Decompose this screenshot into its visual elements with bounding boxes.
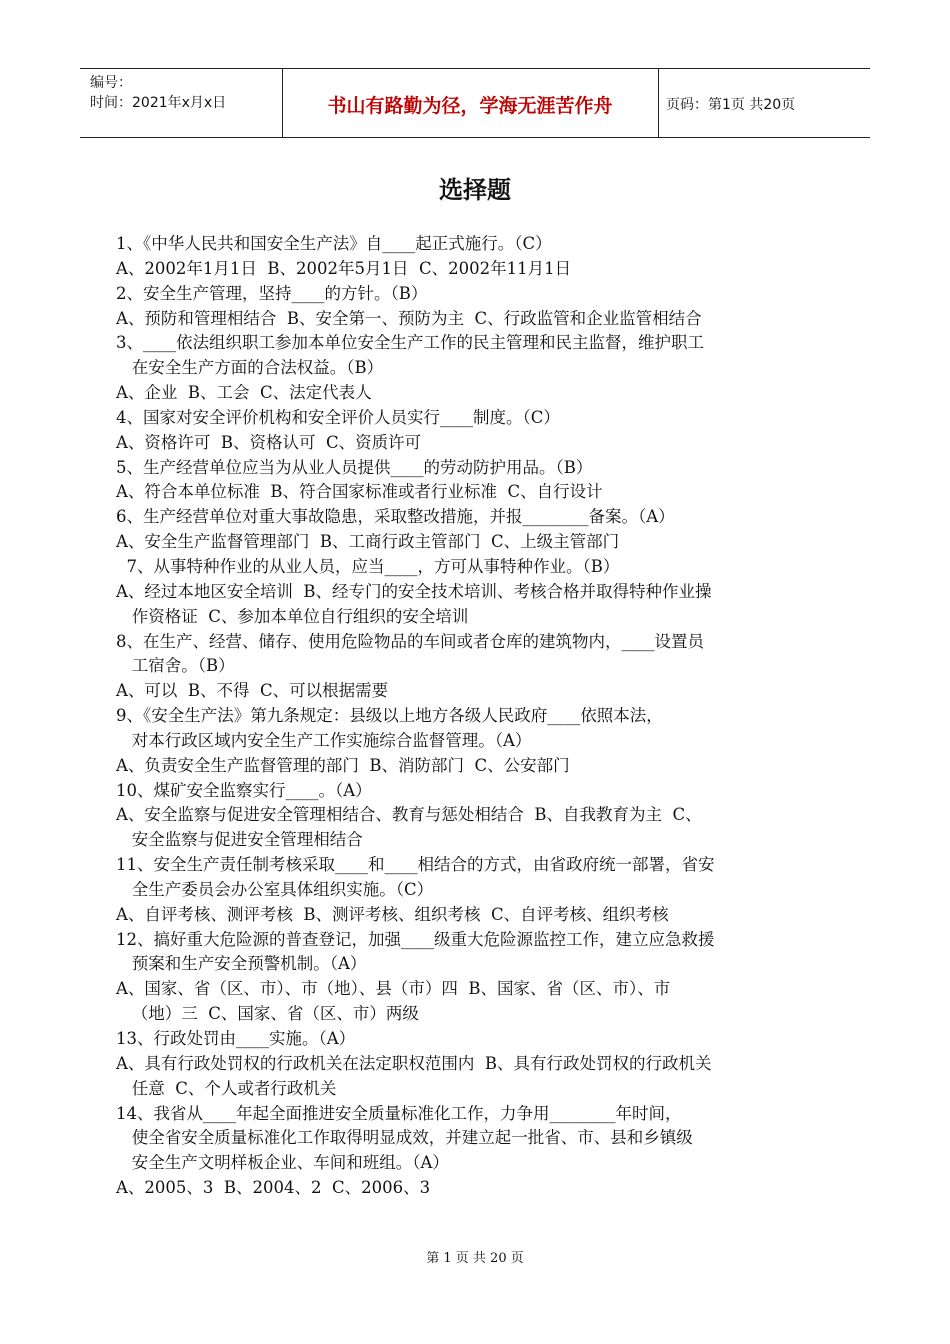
question-list xyxy=(116,232,816,1201)
text-line: 使全省安全质量标准化工作取得明显成效，并建立起一批省、市、县和乡镇级 xyxy=(116,1128,693,1148)
text-line: A、预防和管理相结合 B、安全第一、预防为主 C、行政监管和企业监管相结合 xyxy=(116,308,702,328)
text-line: 7、从事特种作业的从业人员，应当____，方可从事特种作业。（B） xyxy=(116,556,620,576)
text-line: A、符合本单位标准 B、符合国家标准或者行业标准 C、自行设计 xyxy=(116,482,603,502)
text-line: 9、《安全生产法》第九条规定：县级以上地方各级人民政府____依照本法， xyxy=(116,706,663,726)
text-line: 安全生产文明样板企业、车间和班组。（A） xyxy=(116,1153,449,1173)
text-line: 对本行政区域内安全生产工作实施综合监督管理。（A） xyxy=(116,730,532,750)
text-line: 12、搞好重大危险源的普查登记，加强____级重大危险源监控工作，建立应急救援 xyxy=(116,929,715,949)
document-code-label: 编号： xyxy=(90,75,132,91)
page-title: 选择题 xyxy=(439,176,511,204)
document-date: 时间：2021年x月x日 xyxy=(90,95,227,111)
text-line: A、国家、省（区、市）、市（地）、县（市）四 B、国家、省（区、市）、市 xyxy=(116,979,671,999)
text-line: 在安全生产方面的合法权益。（B） xyxy=(116,358,384,378)
page-header xyxy=(80,68,870,138)
text-line: A、2002年1月1日 B、2002年5月1日 C、2002年11月1日 xyxy=(116,258,572,278)
text-line: A、企业 B、工会 C、法定代表人 xyxy=(116,383,372,403)
page-footer: 第 1 页 共 20 页 xyxy=(426,1251,524,1266)
text-line: 5、生产经营单位应当为从业人员提供____的劳动防护用品。（B） xyxy=(116,457,593,477)
text-line: 8、在生产、经营、储存、使用危险物品的车间或者仓库的建筑物内，____设置员 xyxy=(116,631,704,651)
header-right-cell xyxy=(658,69,870,137)
text-line: 全生产委员会办公室具体组织实施。（C） xyxy=(116,879,434,899)
text-line: A、自评考核、测评考核 B、测评考核、组织考核 C、自评考核、组织考核 xyxy=(116,904,669,924)
text-line: 3、____依法组织职工参加本单位安全生产工作的民主管理和民主监督，维护职工 xyxy=(116,333,704,353)
text-line: 13、行政处罚由____实施。（A） xyxy=(116,1029,356,1048)
text-line: 1、《中华人民共和国安全生产法》自____起正式施行。（C） xyxy=(116,234,552,253)
text-line: 11、安全生产责任制考核采取____和____相结合的方式，由省政府统一部署，省安 xyxy=(116,855,715,875)
text-line: A、2005、3 B、2004、2 C、2006、3 xyxy=(116,1178,431,1198)
text-line: 10、煤矿安全监察实行____。（A） xyxy=(116,780,372,800)
text-line: A、资格许可 B、资格认可 C、资质许可 xyxy=(116,432,422,452)
text-line: A、可以 B、不得 C、可以根据需要 xyxy=(116,681,389,701)
text-line: 作资格证 C、参加本单位自行组织的安全培训 xyxy=(116,606,469,626)
text-line: 预案和生产安全预警机制。（A） xyxy=(116,954,367,974)
text-line: 安全监察与促进安全管理相结合 xyxy=(116,830,363,850)
text-line: A、安全生产监督管理部门 B、工商行政主管部门 C、上级主管部门 xyxy=(116,532,620,552)
text-line: 4、国家对安全评价机构和安全评价人员实行____制度。（C） xyxy=(116,407,560,427)
text-line: A、具有行政处罚权的行政机关在法定职权范围内 B、具有行政处罚权的行政机关 xyxy=(116,1053,712,1073)
text-line: 任意 C、个人或者行政机关 xyxy=(116,1078,337,1098)
text-line: （地）三 C、国家、省（区、市）两级 xyxy=(116,1004,419,1024)
text-line: A、安全监察与促进安全管理相结合、教育与惩处相结合 B、自我教育为主 C、 xyxy=(116,805,702,825)
header-center-cell xyxy=(282,69,659,137)
text-line: 2、安全生产管理，坚持____的方针。（B） xyxy=(116,283,428,303)
text-line: A、经过本地区安全培训 B、经专门的安全技术培训、考核合格并取得特种作业操 xyxy=(116,581,712,601)
header-page-info: 页码：第1页 共20页 xyxy=(666,97,796,113)
text-line: 6、生产经营单位对重大事故隐患，采取整改措施，并报________备案。（A） xyxy=(116,507,675,527)
header-motto: 书山有路勤为径，学海无涯苦作舟 xyxy=(327,95,613,117)
text-line: 14、我省从____年起全面推进安全质量标准化工作，力争用________年时间， xyxy=(116,1103,682,1123)
text-line: A、负责安全生产监督管理的部门 B、消防部门 C、公安部门 xyxy=(116,755,570,775)
header-left-cell xyxy=(80,69,283,137)
text-line: 工宿舍。（B） xyxy=(116,656,235,676)
